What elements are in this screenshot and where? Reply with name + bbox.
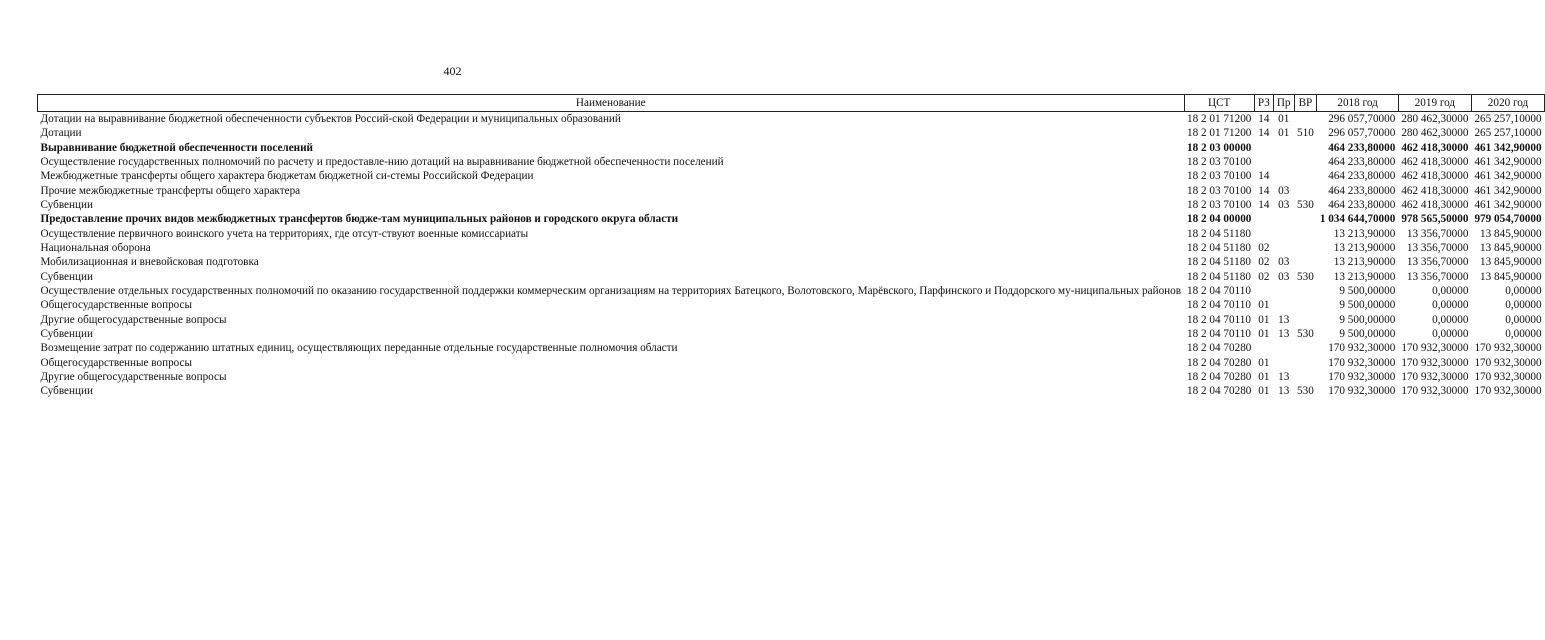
cell-2019: 280 462,30000: [1401, 113, 1469, 125]
cell-rz: [1254, 212, 1273, 226]
cell-2018: 170 932,30000: [1328, 385, 1396, 398]
cell-vr: 530: [1297, 327, 1314, 340]
cell-2020: 13 845,90000: [1480, 256, 1542, 269]
cell-2018: 464 233,80000: [1328, 198, 1396, 211]
budget-table: [37, 94, 1545, 399]
cell-2018: 296 057,70000: [1328, 127, 1396, 140]
cell-2018: 9 500,00000: [1339, 299, 1396, 312]
cell-2019: 170 932,30000: [1401, 385, 1469, 398]
cell-2019: 13 356,70000: [1406, 256, 1469, 269]
cell-2020: 461 342,90000: [1474, 184, 1542, 197]
cell-pr: 01: [1278, 127, 1290, 140]
cell-2020: 461 342,90000: [1474, 170, 1542, 183]
cell-vr: [1294, 169, 1317, 183]
table-row: [38, 384, 1545, 398]
cell-2018: 170 932,30000: [1328, 356, 1396, 369]
cell-2019: 462 418,30000: [1401, 184, 1469, 197]
cell-rz: 01: [1258, 313, 1270, 326]
cell-rz: 01: [1258, 370, 1270, 383]
cell-2018: 170 932,30000: [1328, 342, 1396, 355]
cell-rz: 14: [1258, 113, 1270, 125]
cell-2019: 462 418,30000: [1401, 198, 1469, 211]
cell-rz: [1254, 341, 1273, 355]
cell-rz: 02: [1258, 241, 1270, 254]
cell-name: Дотации на выравнивание бюджетной обеспеченности субъектов Россий-ской Федерации и муниципальных образований: [40, 113, 621, 125]
cell-pr: 13: [1278, 313, 1290, 326]
cell-name: Другие общегосударственные вопросы: [40, 370, 227, 383]
cell-2019: 978 565,50000: [1401, 213, 1469, 226]
cell-pr: [1273, 141, 1294, 155]
cell-rz: 14: [1258, 198, 1270, 211]
header-2018: 2018 год: [1317, 95, 1399, 112]
cell-2018: 9 500,00000: [1339, 284, 1396, 297]
cell-rz: 02: [1258, 270, 1270, 283]
cell-pr: 13: [1278, 327, 1290, 340]
table-row: [38, 184, 1545, 198]
table-body: [38, 112, 1545, 399]
cell-2020: 13 845,90000: [1480, 270, 1542, 283]
cell-vr: [1294, 241, 1317, 255]
table-row: [38, 327, 1545, 341]
cell-2018: 9 500,00000: [1339, 327, 1396, 340]
table-row: [38, 169, 1545, 183]
cell-2019: 0,00000: [1432, 327, 1469, 340]
cell-pr: [1273, 169, 1294, 183]
cell-pr: [1273, 155, 1294, 169]
cell-pr: [1273, 212, 1294, 226]
cell-rz: 01: [1258, 327, 1270, 340]
cell-name: Предоставление прочих видов межбюджетных трансфертов бюдже-там муниципальных районов и городского округа области: [40, 213, 679, 226]
cell-pr: [1273, 227, 1294, 241]
table-row: [38, 155, 1545, 169]
table-row: [38, 212, 1545, 226]
cell-pr: [1273, 284, 1294, 298]
cell-vr: 530: [1297, 385, 1314, 398]
cell-code: 18 2 04 51180: [1187, 256, 1251, 269]
cell-name: Субвенции: [40, 385, 93, 398]
cell-pr: [1273, 241, 1294, 255]
cell-2020: 170 932,30000: [1474, 342, 1542, 355]
cell-vr: 530: [1297, 198, 1314, 211]
cell-2020: 0,00000: [1505, 327, 1542, 340]
cell-rz: 01: [1258, 385, 1270, 398]
cell-pr: 03: [1278, 198, 1290, 211]
header-2020: 2020 год: [1471, 95, 1544, 112]
cell-2020: 0,00000: [1505, 299, 1542, 312]
cell-code: 18 2 01 71200: [1187, 127, 1252, 140]
cell-rz: [1254, 155, 1273, 169]
cell-pr: 01: [1278, 113, 1290, 125]
cell-code: 18 2 03 70100: [1187, 155, 1252, 168]
cell-code: 18 2 04 70110: [1187, 284, 1251, 297]
cell-2020: 13 845,90000: [1480, 227, 1542, 240]
cell-2019: 170 932,30000: [1401, 342, 1469, 355]
cell-pr: [1273, 298, 1294, 312]
table-row: [38, 227, 1545, 241]
cell-vr: [1294, 255, 1317, 269]
cell-2019: 13 356,70000: [1406, 227, 1469, 240]
cell-2020: 170 932,30000: [1474, 385, 1542, 398]
cell-vr: [1294, 141, 1317, 155]
cell-2019: 0,00000: [1432, 313, 1469, 326]
cell-vr: [1294, 313, 1317, 327]
cell-2018: 464 233,80000: [1328, 155, 1396, 168]
cell-pr: 03: [1278, 270, 1290, 283]
cell-name: Осуществление первичного воинского учета на территориях, где отсут-ствуют военные комиссариаты: [40, 227, 529, 240]
cell-vr: [1294, 356, 1317, 370]
cell-2019: 170 932,30000: [1401, 356, 1469, 369]
header-code: ЦСТ: [1184, 95, 1254, 112]
cell-name: Общегосударственные вопросы: [40, 299, 193, 312]
cell-code: 18 2 04 00000: [1187, 213, 1252, 226]
cell-2019: 170 932,30000: [1401, 370, 1469, 383]
table-row: [38, 198, 1545, 212]
table-row: [38, 270, 1545, 284]
cell-vr: [1294, 341, 1317, 355]
cell-vr: [1294, 227, 1317, 241]
cell-2020: 170 932,30000: [1474, 370, 1542, 383]
cell-vr: [1294, 370, 1317, 384]
cell-2019: 280 462,30000: [1401, 127, 1469, 140]
cell-rz: 01: [1258, 356, 1270, 369]
cell-name: Прочие межбюджетные трансферты общего характера: [40, 184, 301, 197]
cell-name: Общегосударственные вопросы: [40, 356, 193, 369]
cell-rz: 14: [1258, 170, 1270, 183]
cell-name: Возмещение затрат по содержанию штатных единиц, осуществляющих переданные отдельные государственные полномочия области: [40, 342, 678, 355]
cell-name: Межбюджетные трансферты общего характера бюджетам бюджетной си-стемы Российской Федерации: [40, 170, 534, 183]
cell-2020: 265 257,10000: [1474, 113, 1542, 125]
cell-pr: 13: [1278, 385, 1290, 398]
cell-pr: 13: [1278, 370, 1290, 383]
cell-2018: 13 213,90000: [1333, 270, 1396, 283]
cell-2019: 462 418,30000: [1401, 170, 1469, 183]
header-2019: 2019 год: [1398, 95, 1471, 112]
cell-2019: 0,00000: [1432, 299, 1469, 312]
cell-2018: 13 213,90000: [1333, 241, 1396, 254]
cell-name: Субвенции: [40, 327, 93, 340]
cell-2020: 13 845,90000: [1480, 241, 1542, 254]
cell-name: Субвенции: [40, 198, 93, 211]
table-row: [38, 284, 1545, 298]
header-vr: ВР: [1294, 95, 1317, 112]
cell-pr: [1273, 356, 1294, 370]
cell-vr: [1294, 112, 1317, 127]
table-row: [38, 341, 1545, 355]
cell-code: 18 2 03 70100: [1187, 170, 1252, 183]
cell-name: Субвенции: [40, 270, 93, 283]
cell-2018: 464 233,80000: [1328, 170, 1396, 183]
cell-rz: [1254, 284, 1273, 298]
cell-code: 18 2 04 70280: [1187, 356, 1252, 369]
cell-2020: 979 054,70000: [1474, 213, 1542, 226]
cell-pr: [1273, 341, 1294, 355]
cell-rz: 14: [1258, 184, 1270, 197]
cell-2020: 0,00000: [1505, 284, 1542, 297]
cell-name: Дотации: [40, 127, 82, 140]
table-row: [38, 255, 1545, 269]
cell-name: Мобилизационная и вневойсковая подготовка: [40, 256, 259, 269]
cell-2019: 462 418,30000: [1401, 155, 1469, 168]
cell-2018: 464 233,80000: [1328, 141, 1396, 154]
cell-code: 18 2 04 70110: [1187, 313, 1251, 326]
table-row: [38, 298, 1545, 312]
cell-name: Другие общегосударственные вопросы: [40, 313, 227, 326]
cell-code: 18 2 04 70110: [1187, 299, 1251, 312]
cell-2018: 170 932,30000: [1328, 370, 1396, 383]
cell-code: 18 2 04 51180: [1187, 241, 1251, 254]
cell-2020: 461 342,90000: [1474, 155, 1542, 168]
cell-vr: 510: [1297, 127, 1314, 140]
cell-2018: 464 233,80000: [1328, 184, 1396, 197]
cell-code: 18 2 04 51180: [1187, 227, 1251, 240]
cell-2018: 1 034 644,70000: [1319, 213, 1396, 226]
cell-vr: [1294, 155, 1317, 169]
table-row: [38, 241, 1545, 255]
cell-2018: 296 057,70000: [1328, 113, 1396, 125]
cell-name: Выравнивание бюджетной обеспеченности поселений: [40, 141, 313, 154]
cell-2018: 9 500,00000: [1339, 313, 1396, 326]
cell-2020: 461 342,90000: [1474, 198, 1542, 211]
cell-2020: 461 342,90000: [1474, 141, 1542, 154]
cell-vr: [1294, 284, 1317, 298]
cell-pr: 03: [1278, 256, 1290, 269]
table-row: [38, 356, 1545, 370]
cell-code: 18 2 01 71200: [1187, 113, 1252, 125]
page-number: 402: [443, 64, 462, 78]
cell-rz: 01: [1258, 299, 1270, 312]
cell-code: 18 2 03 70100: [1187, 184, 1252, 197]
table-row: [38, 370, 1545, 384]
cell-rz: [1254, 227, 1273, 241]
cell-2019: 13 356,70000: [1406, 270, 1469, 283]
cell-rz: 14: [1258, 127, 1270, 140]
cell-2020: 0,00000: [1505, 313, 1542, 326]
cell-code: 18 2 04 70280: [1187, 342, 1252, 355]
cell-code: 18 2 03 70100: [1187, 198, 1252, 211]
cell-name: Осуществление государственных полномочий по расчету и предоставле-нию дотаций на выравнивание бюджетной обеспеченности поселений: [40, 155, 724, 168]
cell-code: 18 2 04 70110: [1187, 327, 1251, 340]
table-row: [38, 112, 1545, 127]
cell-code: 18 2 04 70280: [1187, 385, 1252, 398]
cell-code: 18 2 04 70280: [1187, 370, 1252, 383]
header-rz: РЗ: [1254, 95, 1273, 112]
cell-vr: 530: [1297, 270, 1314, 283]
table-row: [38, 126, 1545, 140]
cell-2018: 13 213,90000: [1333, 227, 1396, 240]
cell-pr: 03: [1278, 184, 1290, 197]
cell-rz: 02: [1258, 256, 1270, 269]
cell-2019: 13 356,70000: [1406, 241, 1469, 254]
cell-code: 18 2 03 00000: [1187, 141, 1252, 154]
cell-2018: 13 213,90000: [1333, 256, 1396, 269]
table-row: [38, 313, 1545, 327]
table-row: [38, 141, 1545, 155]
cell-rz: [1254, 141, 1273, 155]
table-header-row: [38, 95, 1545, 112]
cell-2019: 0,00000: [1432, 284, 1469, 297]
header-pr: Пр: [1273, 95, 1294, 112]
cell-vr: [1294, 212, 1317, 226]
cell-2020: 170 932,30000: [1474, 356, 1542, 369]
cell-name: Осуществление отдельных государственных полномочий по оказанию государственной поддержки коммерческим организациям на территориях Батецкого, Волотовского, Марёвского, Парфинского и Поддорского му-ниципальных районов: [40, 284, 1182, 297]
header-name: Наименование: [38, 95, 1185, 112]
cell-2020: 265 257,10000: [1474, 127, 1542, 140]
cell-vr: [1294, 184, 1317, 198]
cell-code: 18 2 04 51180: [1187, 270, 1251, 283]
cell-name: Национальная оборона: [40, 241, 151, 254]
cell-2019: 462 418,30000: [1401, 141, 1469, 154]
cell-vr: [1294, 298, 1317, 312]
